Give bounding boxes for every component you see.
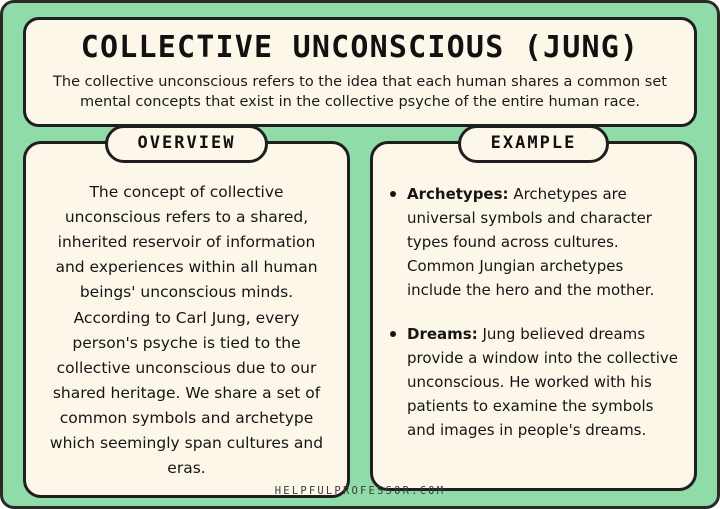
panel-example-title: EXAMPLE	[458, 125, 610, 163]
panel-example	[370, 133, 697, 491]
bullet-text: Archetypes are universal symbols and character types found across cultures. Common Jungian archetypes include the hero and the mother.	[407, 185, 655, 299]
bullet-term: Archetypes:	[407, 185, 509, 203]
panel-overview-title-wrap	[26, 125, 347, 163]
example-bullet-list	[389, 182, 678, 442]
bullet-term: Dreams:	[407, 325, 478, 343]
panel-overview	[23, 133, 350, 498]
panel-overview-body: The concept of collective unconscious refers to a shared, inherited reservoir of information and experiences within all human beings' unconscious minds. According to Carl Jung, every person's psyche is tied to the collective unconscious due to our shared heritage. We share a set of common symbols and archetype which seemingly span cultures and eras.	[49, 183, 324, 478]
list-item	[389, 322, 678, 442]
header-card	[23, 17, 697, 127]
footer-credit: HELPFULPROFESSOR.COM	[274, 485, 446, 497]
panel-columns	[19, 133, 701, 498]
bullet-text: Jung believed dreams provide a window into the collective unconscious. He worked with his patients to examine the symbols and images in people's dreams.	[407, 325, 679, 439]
header-subtitle: The collective unconscious refers to the idea that each human shares a common set mental concepts that exist in the collective psyche of the entire human race.	[53, 74, 667, 110]
page-title: COLLECTIVE UNCONSCIOUS (JUNG)	[80, 30, 640, 65]
panel-overview-title: OVERVIEW	[105, 125, 269, 163]
list-item	[389, 182, 678, 302]
panel-example-title-wrap	[373, 125, 694, 163]
